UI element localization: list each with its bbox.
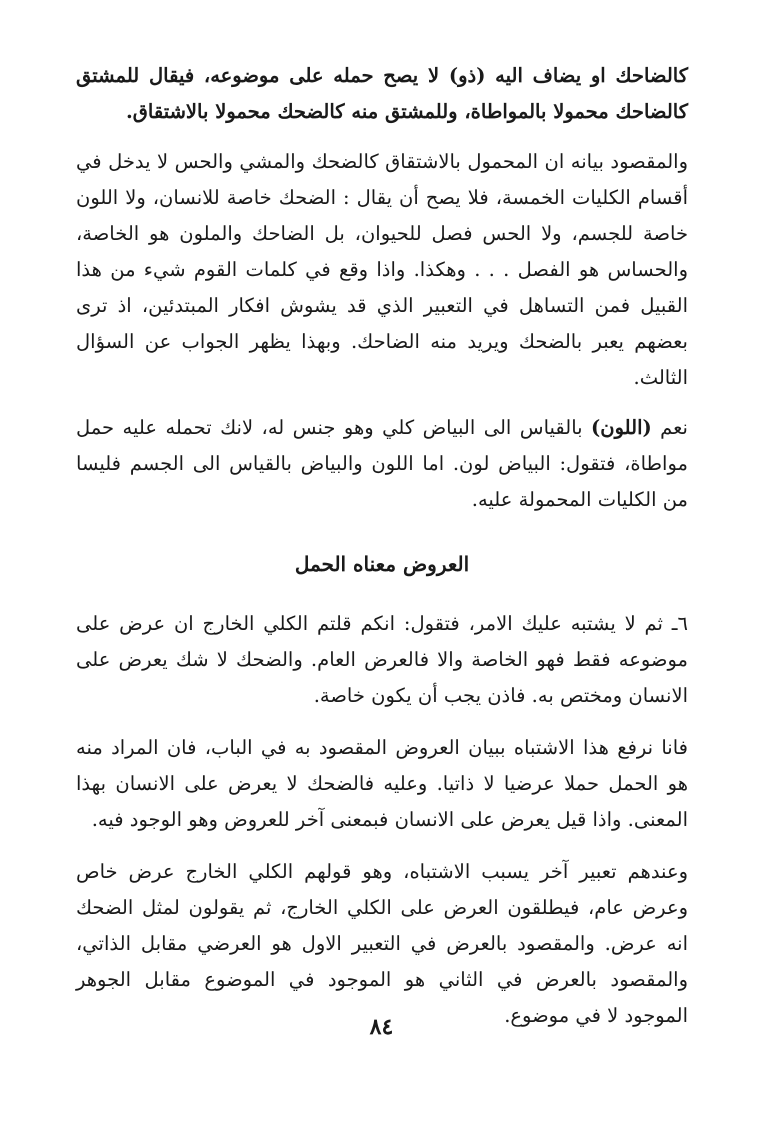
paragraph-3-text: بالقياس الى البياض كلي وهو جنس له، لانك تحمله عليه حمل مواطاة، فتقول: البياض لون. اما اللون والبياض بالقياس الى الجسم فليسا من الكليات المحمولة عليه. <box>76 416 688 511</box>
paragraph-3-bold-term: (اللون) <box>591 416 652 439</box>
section-heading: العروض معناه الحمل <box>294 552 470 576</box>
paragraph-5: فانا نرفع هذا الاشتباه ببيان العروض المقصود به في الباب، فان المراد منه هو الحمل حملا عرضيا لا ذاتيا. وعليه فالضحك لا يعرض على الانسان بهذا المعنى. واذا قيل يعرض على الانسان فبمعنى آخر للعروض وهو الوجود فيه. <box>76 736 688 831</box>
paragraph-6: وعندهم تعبير آخر يسبب الاشتباه، وهو قولهم الكلي الخارج عرض خاص وعرض عام، فيطلقون العرض على الكلي الخارج، ثم يقولون لمثل الضحك انه عرض. والمقصود بالعرض في التعبير الاول هو العرضي مقابل الذاتي، والمقصود بالعرض في الثاني هو الموجود في الموضوع مقابل الجوهر الموجود لا في موضوع. <box>76 860 688 1027</box>
paragraph-3 <box>76 410 688 518</box>
paragraph-2: والمقصود بيانه ان المحمول بالاشتقاق كالضحك والمشي والحس لا يدخل في أقسام الكليات الخمسة، فلا يصح أن يقال : الضحك خاصة للانسان، ولا اللون خاصة للجسم، ولا الحس فصل للحيوان، بل الضاحك والملون هو الخاصة، والحساس هو الفصل . . . وهكذا. واذا وقع في كلمات القوم شيء من هذا القبيل فمن التساهل في التعبير الذي قد يشوش افكار المبتدئين، اذ ترى بعضهم يعبر بالضحك ويريد منه الضاحك. وبهذا يظهر الجواب عن السؤال الثالث. <box>76 150 688 389</box>
page-body <box>76 58 688 1034</box>
paragraph-1: كالضاحك او يضاف اليه (ذو) لا يصح حمله على موضوعه، فيقال للمشتق كالضاحك محمولا بالمواطاة، وللمشتق منه كالضحك محمولا بالاشتقاق. <box>76 64 688 123</box>
paragraph-4: ٦ـ ثم لا يشتبه عليك الامر، فتقول: انكم قلتم الكلي الخارج ان عرض على موضوعه فقط فهو الخاصة والا فالعرض العام. والضحك لا شك يعرض على الانسان ومختص به. فاذن يجب أن يكون خاصة. <box>76 612 688 707</box>
paragraph-3-lead: نعم <box>651 416 688 439</box>
page-number: ٨٤ <box>369 1014 394 1040</box>
